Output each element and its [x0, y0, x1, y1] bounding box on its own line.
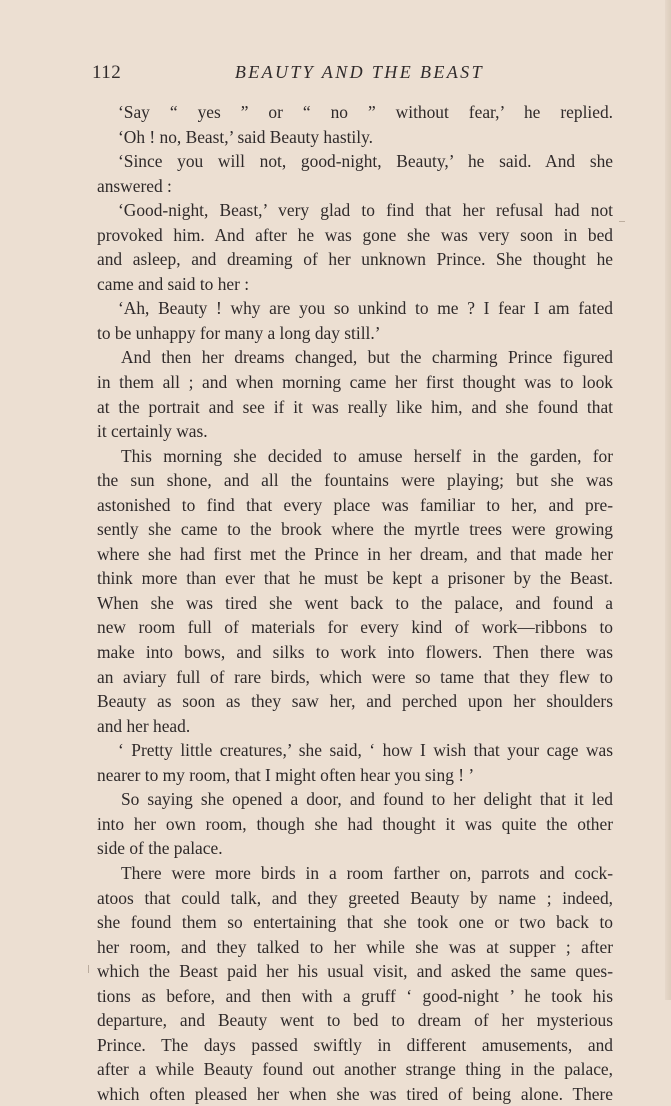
text-line: tions as before, and then with a gruff ‘ good-night ’ he took his — [97, 985, 613, 1006]
text-line: atoos that could talk, and they greeted Beauty by name ; indeed, — [97, 887, 613, 908]
text-line: Beauty as soon as they saw her, and perched upon her shoulders — [97, 691, 613, 712]
text-line: it certainly was. — [97, 421, 208, 442]
text-line: in them all ; and when morning came her first thought was to look — [97, 372, 613, 393]
text-line: where she had first met the Prince in her dream, and that made her — [97, 543, 613, 564]
text-line: And then her dreams changed, but the charming Prince figured — [121, 347, 613, 368]
text-line: came and said to her : — [97, 273, 250, 294]
text-line: ‘Ah, Beauty ! why are you so unkind to me ? I fear I am fated — [118, 298, 613, 319]
text-line: So saying she opened a door, and found to her delight that it led — [121, 789, 613, 810]
text-line: This morning she decided to amuse herself in the garden, for — [121, 445, 613, 466]
text-line: provoked him. And after he was gone she was very soon in bed — [97, 224, 613, 245]
text-line: and her head. — [97, 715, 191, 736]
text-line: at the portrait and see if it was really like him, and she found that — [97, 396, 613, 417]
paper-speck — [88, 965, 89, 973]
page-edge — [665, 0, 671, 1000]
text-line: the sun shone, and all the fountains were playing; but she was — [97, 470, 613, 491]
text-line: ‘Oh ! no, Beast,’ said Beauty hastily. — [118, 126, 374, 147]
text-line: after a while Beauty found out another strange thing in the palace, — [97, 1059, 613, 1080]
text-line: an aviary full of rare birds, which were so tame that they flew to — [97, 666, 613, 687]
text-line: which often pleased her when she was tired of being alone. There — [97, 1083, 613, 1104]
text-line: ‘Good-night, Beast,’ very glad to find that her refusal had not — [118, 200, 613, 221]
text-line: new room full of materials for every kind of work—ribbons to — [97, 617, 613, 638]
text-line: she found them so entertaining that she took one or two back to — [97, 912, 613, 933]
text-line: think more than ever that he must be kept a prisoner by the Beast. — [97, 568, 613, 589]
body-text — [97, 100, 613, 1106]
text-line: which the Beast paid her his usual visit, and asked the same ques- — [97, 961, 613, 982]
text-line: and asleep, and dreaming of her unknown Prince. She thought he — [97, 249, 613, 270]
text-line: her room, and they talked to her while she was at supper ; after — [97, 936, 613, 957]
text-line: There were more birds in a room farther on, parrots and cock- — [121, 862, 613, 883]
running-head — [92, 62, 484, 90]
text-line: answered : — [97, 175, 172, 196]
text-line: ‘ Pretty little creatures,’ she said, ‘ how I wish that your cage was — [118, 740, 613, 761]
text-line: departure, and Beauty went to bed to dream of her mysterious — [97, 1010, 613, 1031]
text-line: Prince. The days passed swiftly in different amusements, and — [97, 1034, 613, 1055]
text-line: to be unhappy for many a long day still.’ — [97, 322, 381, 343]
text-line: astonished to find that every place was familiar to her, and pre- — [97, 494, 613, 515]
text-line: side of the palace. — [97, 838, 223, 859]
text-line: When she was tired she went back to the palace, and found a — [97, 592, 613, 613]
page-number: 112 — [92, 62, 122, 83]
paper-speck — [619, 221, 625, 222]
text-line: make into bows, and silks to work into flowers. Then there was — [97, 642, 613, 663]
text-line: ‘Since you will not, good-night, Beauty,’ he said. And she — [118, 151, 613, 172]
text-line: nearer to my room, that I might often hear you sing ! ’ — [97, 764, 475, 785]
text-line: into her own room, though she had thought it was quite the other — [97, 813, 613, 834]
text-line: sently she came to the brook where the myrtle trees were growing — [97, 519, 613, 540]
text-line: ‘Say “ yes ” or “ no ” without fear,’ he replied. — [118, 102, 613, 122]
running-title: BEAUTY AND THE BEAST — [234, 62, 484, 82]
